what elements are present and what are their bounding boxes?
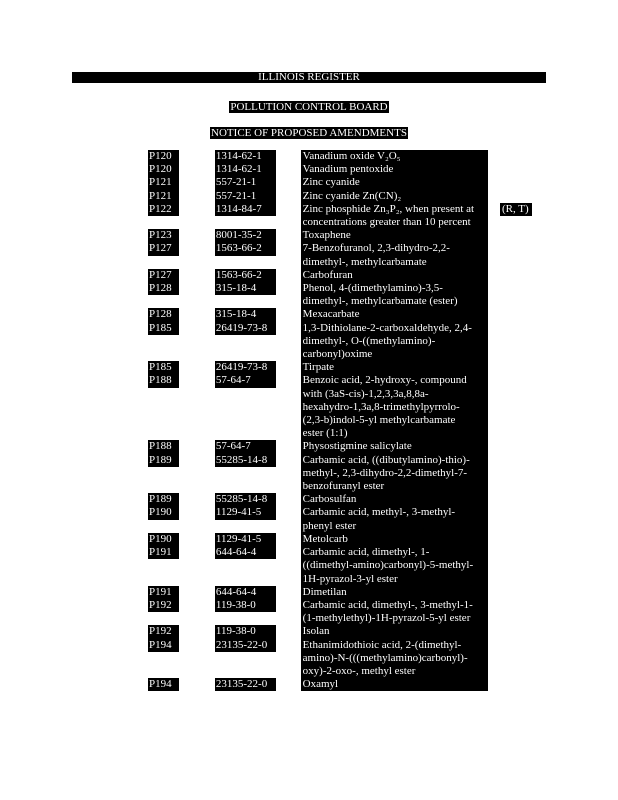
substance-name-line: dimethyl-, O-((methylamino)- — [302, 334, 436, 347]
substance-name — [301, 639, 488, 679]
table-row — [148, 678, 488, 691]
waste-code: P127 — [148, 269, 179, 282]
waste-code: P192 — [148, 625, 179, 638]
substance-name — [301, 269, 488, 282]
substance-name-line: Zinc cyanide Zn(CN)₂ — [302, 189, 402, 202]
cas-number: 8001-35-2 — [215, 229, 276, 242]
table-row — [148, 599, 488, 625]
table-row — [148, 176, 488, 189]
board-name: POLLUTION CONTROL BOARD — [230, 101, 388, 113]
table-row — [148, 639, 488, 679]
substance-name-line: oxy)-2-oxo-, methyl ester — [302, 664, 416, 677]
substance-name-line: Oxamyl — [302, 678, 339, 691]
substance-name — [301, 361, 488, 374]
substance-name-line: Carbamic acid, dimethyl-, 3-methyl-1- — [302, 598, 473, 611]
waste-code: P123 — [148, 229, 179, 242]
waste-code: P185 — [148, 322, 179, 335]
waste-code: P121 — [148, 176, 179, 189]
table-row — [148, 361, 488, 374]
table-row — [148, 440, 488, 453]
table-row — [148, 533, 488, 546]
waste-code: P120 — [148, 150, 179, 163]
cas-number: 315-18-4 — [215, 308, 276, 321]
waste-code: P185 — [148, 361, 179, 374]
cas-number: 644-64-4 — [215, 546, 276, 559]
substance-name-line: benzofuranyl ester — [302, 480, 385, 493]
cas-number: 1314-62-1 — [215, 163, 276, 176]
cas-number: 1314-62-1 — [215, 150, 276, 163]
cas-number: 1563-66-2 — [215, 242, 276, 255]
waste-code: P191 — [148, 586, 179, 599]
cas-number: 23135-22-0 — [215, 678, 276, 691]
waste-code: P189 — [148, 493, 179, 506]
cas-number: 557-21-1 — [215, 176, 276, 189]
substance-name-line: 7-Benzofuranol, 2,3-dihydro-2,2- — [302, 242, 450, 255]
waste-code: P128 — [148, 282, 179, 295]
table-row — [148, 546, 488, 586]
table-row — [148, 242, 488, 268]
substance-name-line: Zinc phosphide Zn₃P₂, when present at — [302, 202, 475, 215]
cas-number: 57-64-7 — [215, 440, 276, 453]
table-row — [148, 625, 488, 638]
substance-name-line: (2,3-b)indol-5-yl methylcarbamate — [302, 414, 456, 427]
substance-name — [301, 203, 488, 229]
substance-name — [301, 678, 488, 691]
cas-number: 1563-66-2 — [215, 269, 276, 282]
substance-name-line: Isolan — [302, 625, 330, 638]
substance-name-line: Phenol, 4-(dimethylamino)-3,5- — [302, 282, 443, 295]
waste-code: P188 — [148, 440, 179, 453]
substance-name-line: Ethanimidothioic acid, 2-(dimethyl- — [302, 638, 462, 651]
waste-code: P128 — [148, 308, 179, 321]
substance-name-line: hexahydro-1,3a,8-trimethylpyrrolo- — [302, 400, 460, 413]
substance-name-line: Vanadium oxide V₂O₅ — [302, 150, 401, 162]
substance-name — [301, 229, 488, 242]
substance-name-line: phenyl ester — [302, 519, 357, 532]
cas-number: 26419-73-8 — [215, 361, 276, 374]
substance-name-line: with (3aS-cis)-1,2,3,3a,8,8a- — [302, 387, 429, 400]
substance-name-line: Carbamic acid, methyl-, 3-methyl- — [302, 506, 456, 519]
substance-name-line: Benzoic acid, 2-hydroxy-, compound — [302, 374, 467, 387]
cas-number: 55285-14-8 — [215, 454, 276, 467]
substance-name-line: ester (1:1) — [302, 427, 348, 440]
notice-line — [0, 123, 618, 139]
table-row — [148, 308, 488, 321]
waste-code: P120 — [148, 163, 179, 176]
substance-name — [301, 454, 488, 494]
substance-name-line: dimethyl-, methylcarbamate — [302, 255, 427, 268]
substance-name-line: Zinc cyanide — [302, 176, 360, 189]
substance-name — [301, 625, 488, 638]
substance-name — [301, 546, 488, 586]
board-name-line — [0, 97, 618, 113]
hazard-code: (R, T) — [500, 203, 532, 216]
substance-name — [301, 308, 488, 321]
cas-number: 1129-41-5 — [215, 506, 276, 519]
table-row — [148, 150, 488, 163]
substance-name-line: carbonyl)oxime — [302, 348, 373, 361]
waste-code: P121 — [148, 190, 179, 203]
table-row — [148, 190, 488, 203]
substance-name — [301, 150, 488, 163]
table-row — [148, 269, 488, 282]
substance-name-line: 1,3-Dithiolane-2-carboxaldehyde, 2,4- — [302, 321, 472, 334]
table-row — [148, 163, 488, 176]
table-row — [148, 202, 529, 229]
substance-name — [301, 163, 488, 176]
substance-name-line: ((dimethyl-amino)carbonyl)-5-methyl- — [302, 559, 474, 572]
notice-title: NOTICE OF PROPOSED AMENDMENTS — [211, 127, 407, 139]
substance-name — [301, 533, 488, 546]
substance-name — [301, 374, 488, 440]
substance-name-line: Toxaphene — [302, 229, 351, 242]
table-row — [148, 322, 488, 362]
waste-code: P190 — [148, 533, 179, 546]
waste-code: P189 — [148, 454, 179, 467]
waste-code: P188 — [148, 374, 179, 387]
substance-name — [301, 506, 488, 532]
cas-number: 315-18-4 — [215, 282, 276, 295]
substance-name-line: Carbofuran — [302, 268, 353, 281]
substance-name-line: Tirpate — [302, 361, 335, 374]
hazardous-waste-table — [148, 150, 529, 691]
table-row — [148, 454, 488, 494]
waste-code: P194 — [148, 639, 179, 652]
substance-name — [301, 190, 488, 203]
cas-number: 644-64-4 — [215, 586, 276, 599]
cas-number: 57-64-7 — [215, 374, 276, 387]
substance-name — [301, 440, 488, 453]
substance-name — [301, 322, 488, 362]
substance-name — [301, 176, 488, 189]
substance-name — [301, 493, 488, 506]
substance-name-line: Vanadium pentoxide — [302, 163, 394, 176]
substance-name — [301, 282, 488, 308]
substance-name — [301, 242, 488, 268]
cas-number: 26419-73-8 — [215, 322, 276, 335]
cas-number: 23135-22-0 — [215, 639, 276, 652]
substance-name-line: Dimetilan — [302, 585, 347, 598]
substance-name-line: methyl-, 2,3-dihydro-2,2-dimethyl-7- — [302, 466, 468, 479]
substance-name — [301, 586, 488, 599]
cas-number: 55285-14-8 — [215, 493, 276, 506]
table-row — [148, 374, 488, 440]
substance-name-line: (1-methylethyl)-1H-pyrazol-5-yl ester — [302, 612, 471, 625]
waste-code: P190 — [148, 506, 179, 519]
substance-name-line: 1H-pyrazol-3-yl ester — [302, 572, 398, 585]
waste-code: P127 — [148, 242, 179, 255]
substance-name-line: dimethyl-, methylcarbamate (ester) — [302, 295, 458, 308]
substance-name-line: Mexacarbate — [302, 308, 360, 321]
substance-name-line: Metolcarb — [302, 532, 348, 545]
table-row — [148, 282, 488, 308]
cas-number: 557-21-1 — [215, 190, 276, 203]
substance-name-line: Carbamic acid, dimethyl-, 1- — [302, 546, 430, 559]
waste-code: P192 — [148, 599, 179, 612]
substance-name-line: Carbosulfan — [302, 493, 357, 506]
cas-number: 119-38-0 — [215, 599, 276, 612]
substance-name-line: Carbamic acid, ((dibutylamino)-thio)- — [302, 453, 470, 466]
table-row — [148, 506, 488, 532]
page-header-title: ILLINOIS REGISTER — [258, 71, 360, 83]
cas-number: 119-38-0 — [215, 625, 276, 638]
cas-number: 1314-84-7 — [215, 203, 276, 216]
table-row — [148, 229, 488, 242]
substance-name — [301, 599, 488, 625]
substance-name-line: Physostigmine salicylate — [302, 440, 412, 453]
waste-code: P122 — [148, 203, 179, 216]
cas-number: 1129-41-5 — [215, 533, 276, 546]
waste-code: P194 — [148, 678, 179, 691]
table-row — [148, 586, 488, 599]
waste-code: P191 — [148, 546, 179, 559]
table-row — [148, 493, 488, 506]
substance-name-line: concentrations greater than 10 percent — [302, 216, 471, 229]
substance-name-line: amino)-N-(((methylamino)carbonyl)- — [302, 651, 468, 664]
